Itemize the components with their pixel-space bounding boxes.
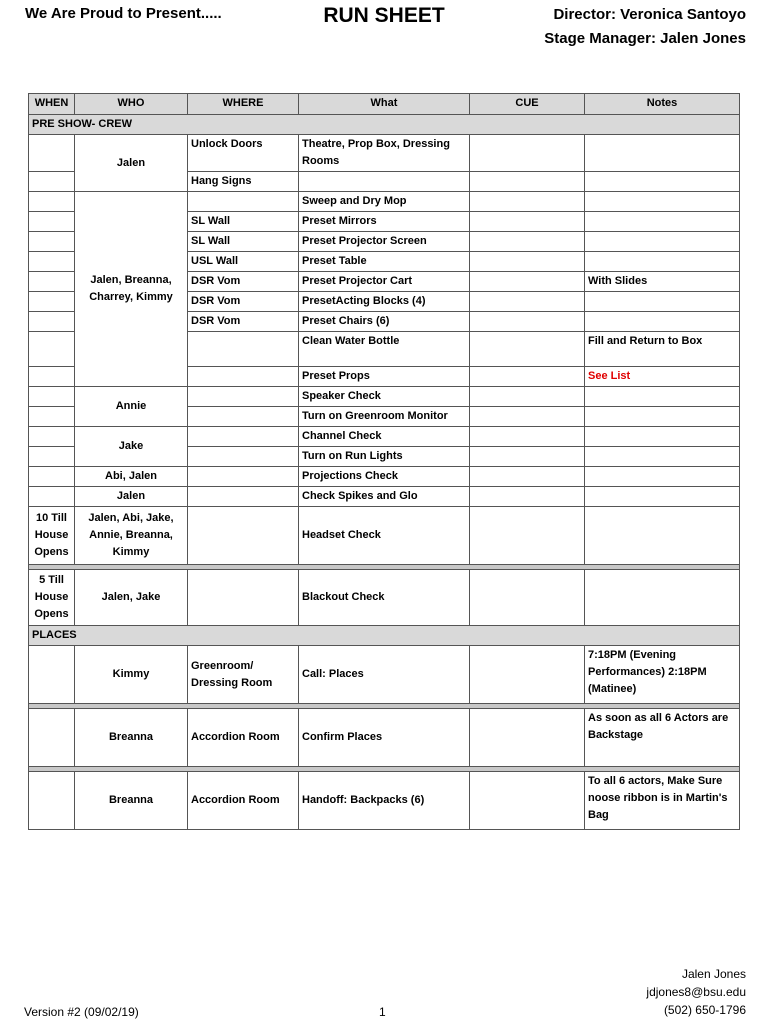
notes-cell: See List <box>585 367 740 387</box>
section-row-preshow <box>29 115 740 135</box>
page-number: 1 <box>379 1005 386 1019</box>
who-cell: Breanna <box>75 772 188 830</box>
when-cell <box>29 487 75 507</box>
what-cell: Blackout Check <box>299 570 470 626</box>
when-cell <box>29 772 75 830</box>
col-cue: CUE <box>470 94 585 115</box>
what-cell: Theatre, Prop Box, Dressing Rooms <box>299 135 470 172</box>
table-row <box>29 570 740 626</box>
notes-cell <box>585 387 740 407</box>
where-cell <box>188 487 299 507</box>
where-cell: Accordion Room <box>188 709 299 767</box>
who-cell: Jalen <box>75 135 188 192</box>
notes-cell <box>585 252 740 272</box>
notes-cell <box>585 312 740 332</box>
notes-cell: 7:18PM (Evening Performances) 2:18PM (Matinee) <box>585 646 740 704</box>
what-cell: Headset Check <box>299 507 470 565</box>
notes-cell <box>585 212 740 232</box>
when-cell <box>29 427 75 447</box>
cue-cell <box>470 172 585 192</box>
table-row <box>29 709 740 767</box>
notes-cell <box>585 427 740 447</box>
where-cell <box>188 367 299 387</box>
cue-cell <box>470 407 585 427</box>
when-cell <box>29 332 75 367</box>
stage-manager-credit: Stage Manager: Jalen Jones <box>544 30 746 47</box>
who-cell: Annie <box>75 387 188 427</box>
what-cell: Projections Check <box>299 467 470 487</box>
notes-cell: With Slides <box>585 272 740 292</box>
table-row <box>29 772 740 830</box>
where-cell: DSR Vom <box>188 312 299 332</box>
table-row <box>29 646 740 704</box>
when-cell <box>29 467 75 487</box>
cue-cell <box>470 507 585 565</box>
col-where: WHERE <box>188 94 299 115</box>
what-cell: Check Spikes and Glo <box>299 487 470 507</box>
who-cell: Jalen, Abi, Jake, Annie, Breanna, Kimmy <box>75 507 188 565</box>
notes-cell <box>585 232 740 252</box>
when-cell <box>29 312 75 332</box>
section-label: PLACES <box>29 626 740 646</box>
table-header-row <box>29 94 740 115</box>
what-cell: Speaker Check <box>299 387 470 407</box>
what-cell: Preset Mirrors <box>299 212 470 232</box>
what-cell: Preset Props <box>299 367 470 387</box>
notes-cell <box>585 570 740 626</box>
cue-cell <box>470 487 585 507</box>
cue-cell <box>470 467 585 487</box>
notes-cell <box>585 447 740 467</box>
col-what: What <box>299 94 470 115</box>
cue-cell <box>470 192 585 212</box>
when-cell: 5 Till House Opens <box>29 570 75 626</box>
cue-cell <box>470 570 585 626</box>
cue-cell <box>470 272 585 292</box>
notes-cell <box>585 487 740 507</box>
table-row <box>29 487 740 507</box>
contact-block <box>646 965 746 1019</box>
what-cell <box>299 172 470 192</box>
notes-cell <box>585 407 740 427</box>
cue-cell <box>470 135 585 172</box>
table-row <box>29 427 740 447</box>
tagline: We Are Proud to Present..... <box>25 5 222 22</box>
what-cell: Turn on Greenroom Monitor <box>299 407 470 427</box>
when-cell <box>29 407 75 427</box>
cue-cell <box>470 772 585 830</box>
who-cell: Jalen, Breanna, Charrey, Kimmy <box>75 192 188 387</box>
when-cell <box>29 252 75 272</box>
col-when: WHEN <box>29 94 75 115</box>
where-cell: DSR Vom <box>188 292 299 312</box>
page-title: RUN SHEET <box>323 4 445 27</box>
where-cell <box>188 570 299 626</box>
credits <box>544 3 746 51</box>
cue-cell <box>470 332 585 367</box>
where-cell: Hang Signs <box>188 172 299 192</box>
director-credit: Director: Veronica Santoyo <box>553 6 746 23</box>
who-cell: Jake <box>75 427 188 467</box>
where-cell: Unlock Doors <box>188 135 299 172</box>
col-who: WHO <box>75 94 188 115</box>
what-cell: Preset Chairs (6) <box>299 312 470 332</box>
who-cell: Jalen, Jake <box>75 570 188 626</box>
when-cell <box>29 272 75 292</box>
when-cell <box>29 212 75 232</box>
where-cell <box>188 447 299 467</box>
who-cell: Breanna <box>75 709 188 767</box>
where-cell: Accordion Room <box>188 772 299 830</box>
cue-cell <box>470 427 585 447</box>
notes-cell <box>585 507 740 565</box>
run-sheet-table <box>28 93 740 830</box>
where-cell: USL Wall <box>188 252 299 272</box>
cue-cell <box>470 387 585 407</box>
when-cell <box>29 292 75 312</box>
cue-cell <box>470 367 585 387</box>
when-cell <box>29 447 75 467</box>
who-cell: Kimmy <box>75 646 188 704</box>
what-cell: Handoff: Backpacks (6) <box>299 772 470 830</box>
notes-cell: Fill and Return to Box <box>585 332 740 367</box>
what-cell: Preset Table <box>299 252 470 272</box>
where-cell: Greenroom/ Dressing Room <box>188 646 299 704</box>
cue-cell <box>470 709 585 767</box>
contact-email: jdjones8@bsu.edu <box>646 985 746 999</box>
cue-cell <box>470 447 585 467</box>
section-row-places <box>29 626 740 646</box>
where-cell <box>188 332 299 367</box>
what-cell: Sweep and Dry Mop <box>299 192 470 212</box>
where-cell: SL Wall <box>188 212 299 232</box>
cue-cell <box>470 212 585 232</box>
table-row <box>29 507 740 565</box>
where-cell <box>188 467 299 487</box>
when-cell: 10 Till House Opens <box>29 507 75 565</box>
notes-cell <box>585 292 740 312</box>
what-cell: Preset Projector Screen <box>299 232 470 252</box>
what-cell: Clean Water Bottle <box>299 332 470 367</box>
when-cell <box>29 232 75 252</box>
when-cell <box>29 367 75 387</box>
table-row <box>29 387 740 407</box>
where-cell: SL Wall <box>188 232 299 252</box>
cue-cell <box>470 312 585 332</box>
when-cell <box>29 192 75 212</box>
cue-cell <box>470 292 585 312</box>
what-cell: Channel Check <box>299 427 470 447</box>
version-label: Version #2 (09/02/19) <box>24 1005 139 1019</box>
cue-cell <box>470 252 585 272</box>
notes-cell <box>585 467 740 487</box>
notes-cell <box>585 192 740 212</box>
where-cell <box>188 407 299 427</box>
when-cell <box>29 387 75 407</box>
when-cell <box>29 135 75 172</box>
contact-name: Jalen Jones <box>681 967 746 981</box>
section-label: PRE SHOW- CREW <box>29 115 740 135</box>
what-cell: Preset Projector Cart <box>299 272 470 292</box>
table-row <box>29 467 740 487</box>
where-cell <box>188 387 299 407</box>
when-cell <box>29 172 75 192</box>
table-row <box>29 135 740 172</box>
notes-cell <box>585 135 740 172</box>
notes-cell <box>585 172 740 192</box>
notes-cell: As soon as all 6 Actors are Backstage <box>585 709 740 767</box>
where-cell <box>188 192 299 212</box>
where-cell <box>188 427 299 447</box>
who-cell: Abi, Jalen <box>75 467 188 487</box>
col-notes: Notes <box>585 94 740 115</box>
where-cell <box>188 507 299 565</box>
who-cell: Jalen <box>75 487 188 507</box>
table-row <box>29 192 740 212</box>
contact-phone: (502) 650-1796 <box>663 1003 746 1017</box>
notes-cell: To all 6 actors, Make Sure noose ribbon is in Martin's Bag <box>585 772 740 830</box>
where-cell: DSR Vom <box>188 272 299 292</box>
what-cell: PresetActing Blocks (4) <box>299 292 470 312</box>
when-cell <box>29 646 75 704</box>
cue-cell <box>470 646 585 704</box>
what-cell: Turn on Run Lights <box>299 447 470 467</box>
what-cell: Call: Places <box>299 646 470 704</box>
what-cell: Confirm Places <box>299 709 470 767</box>
when-cell <box>29 709 75 767</box>
cue-cell <box>470 232 585 252</box>
